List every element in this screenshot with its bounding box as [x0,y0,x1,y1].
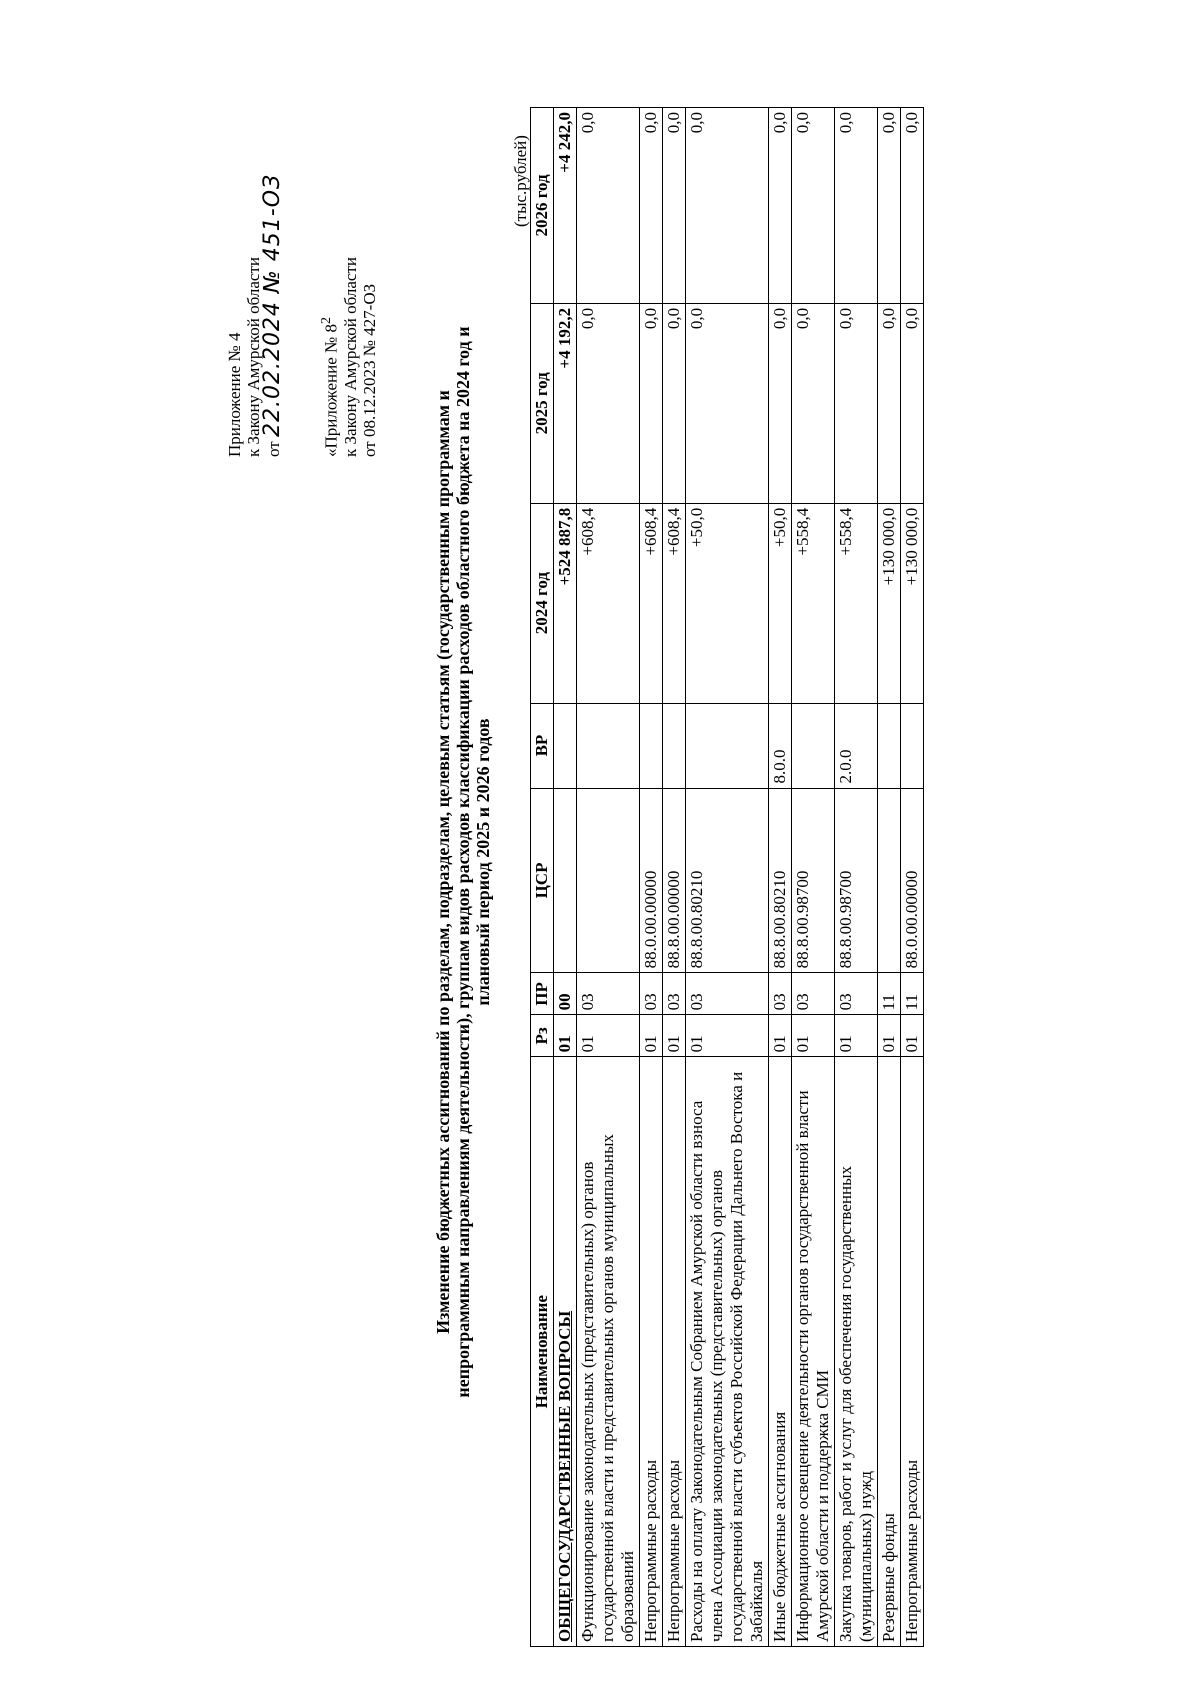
row-vr-cell [686,703,769,788]
header-vr: ВР [531,703,554,788]
amended-appendix-date: от 08.12.2023 № 427-ОЗ [359,283,379,457]
amended-appendix-law: к Закону Амурской области [340,257,360,457]
row-name-cell: Резервные фонды [878,1057,901,1647]
row-vr-cell [640,703,663,788]
row-name-cell: Информационное освещение деятельности органов государственной власти Амурской области и поддержка СМИ [792,1057,835,1647]
row-pr-cell: 11 [901,973,924,1015]
row-vr-cell: 8.0.0 [769,703,792,788]
header-2025: 2025 год [531,303,554,503]
row-vr-cell [901,703,924,788]
row-csr-cell: 88.8.00.98700 [792,788,835,973]
row-2026-cell: 0,0 [577,108,640,304]
header-name: Наименование [531,1057,554,1647]
row-2025-cell: 0,0 [835,303,878,503]
row-name-cell: Непрограммные расходы [640,1057,663,1647]
header-rz: Рз [531,1015,554,1057]
row-2025-cell: 0,0 [640,303,663,503]
table-row [577,108,640,1647]
document-title: Изменение бюджетных ассигнований по разделам, подразделам, целевым статьям (государственным программам и непрограммным направлениям деятельности), группам видов расходов классификации расходов областного бюджета на 2024 год и плановый период 2025 и 2026 годов [433,326,493,1398]
row-pr-cell: 03 [769,973,792,1015]
row-2025-cell: 0,0 [577,303,640,503]
row-rz-cell: 01 [577,1015,640,1057]
row-2026-cell: 0,0 [792,108,835,304]
row-vr-cell [878,703,901,788]
row-2026-cell: 0,0 [640,108,663,304]
row-2024-cell: +130 000,0 [901,503,924,703]
row-pr-cell: 03 [640,973,663,1015]
row-2024-cell: +130 000,0 [878,503,901,703]
row-rz-cell: 01 [878,1015,901,1057]
row-name-cell: Функционирование законодательных (представительных) органов государственной власти и представительных органов муниципальных образований [577,1057,640,1647]
table-row [686,108,769,1647]
row-2026-cell: 0,0 [835,108,878,304]
units-note: (тыс.рублей) [511,135,530,227]
rotated-content [35,37,1165,1667]
row-name-cell: Иные бюджетные ассигнования [769,1057,792,1647]
row-vr-cell [792,703,835,788]
row-csr-cell: 88.8.00.98700 [835,788,878,973]
row-pr-cell: 11 [878,973,901,1015]
row-name-cell: Непрограммные расходы [901,1057,924,1647]
appendix-number: Приложение № 4 [225,332,244,457]
row-rz-cell: 01 [640,1015,663,1057]
budget-table [530,107,924,1647]
row-2026-cell: +4 242,0 [554,108,577,304]
appendix-date: от 22.02.2024 № 451-ОЗ [260,173,285,457]
row-2025-cell: 0,0 [663,303,686,503]
table-body [554,108,924,1647]
row-csr-cell [554,788,577,973]
row-2024-cell: +50,0 [686,503,769,703]
table-row [554,108,577,1647]
table-row [769,108,792,1647]
header-pr: ПР [531,973,554,1015]
row-rz-cell: 01 [769,1015,792,1057]
row-2026-cell: 0,0 [663,108,686,304]
row-pr-cell: 03 [663,973,686,1015]
row-2025-cell: 0,0 [792,303,835,503]
row-2026-cell: 0,0 [901,108,924,304]
row-2025-cell: 0,0 [901,303,924,503]
header-2026: 2026 год [531,108,554,304]
row-csr-cell [577,788,640,973]
row-rz-cell: 01 [835,1015,878,1057]
amended-appendix-number: «Приложение № $8^2$ [318,316,341,457]
table-header [531,108,554,1647]
row-2025-cell: 0,0 [878,303,901,503]
row-2024-cell: +608,4 [663,503,686,703]
header-2024: 2024 год [531,503,554,703]
row-name-cell: Непрограммные расходы [663,1057,686,1647]
row-2024-cell: +608,4 [640,503,663,703]
row-name-cell: Расходы на оплату Законодательным Собранием Амурской области взноса члена Ассоциации законодательных (представительных) органов государственной власти субъектов Российской Федерации Дальнего Востока и Забайкалья [686,1057,769,1647]
appendix-amended-block [317,257,379,457]
row-vr-cell [663,703,686,788]
table-row [901,108,924,1647]
table-row [792,108,835,1647]
table-row [663,108,686,1647]
row-pr-cell: 03 [792,973,835,1015]
row-csr-cell: 88.8.00.80210 [769,788,792,973]
row-2024-cell: +558,4 [792,503,835,703]
row-rz-cell: 01 [901,1015,924,1057]
handwritten-date: 22.02.2024 № 451-ОЗ [260,173,285,438]
row-pr-cell: 03 [686,973,769,1015]
row-2025-cell: 0,0 [769,303,792,503]
row-2025-cell: +4 192,2 [554,303,577,503]
row-2025-cell: 0,0 [686,303,769,503]
row-name-cell: ОБЩЕГОСУДАРСТВЕННЫЕ ВОПРОСЫ [554,1057,577,1647]
row-csr-cell: 88.8.00.00000 [663,788,686,973]
row-rz-cell: 01 [663,1015,686,1057]
row-vr-cell [577,703,640,788]
row-csr-cell: 88.0.00.00000 [901,788,924,973]
row-csr-cell [878,788,901,973]
row-2024-cell: +608,4 [577,503,640,703]
row-pr-cell: 03 [577,973,640,1015]
row-pr-cell: 03 [835,973,878,1015]
row-csr-cell: 88.0.00.00000 [640,788,663,973]
row-2024-cell: +558,4 [835,503,878,703]
row-rz-cell: 01 [792,1015,835,1057]
row-2024-cell: +50,0 [769,503,792,703]
row-rz-cell: 01 [686,1015,769,1057]
row-2026-cell: 0,0 [878,108,901,304]
row-2024-cell: +524 887,8 [554,503,577,703]
header-csr: ЦСР [531,788,554,973]
row-vr-cell: 2.0.0 [835,703,878,788]
row-pr-cell: 00 [554,973,577,1015]
table-row [878,108,901,1647]
table-row [835,108,878,1647]
row-2026-cell: 0,0 [769,108,792,304]
row-name-cell: Закупка товаров, работ и услуг для обеспечения государственных (муниципальных) нужд [835,1057,878,1647]
row-csr-cell: 88.8.00.80210 [686,788,769,973]
row-rz-cell: 01 [554,1015,577,1057]
table-row [640,108,663,1647]
row-vr-cell [554,703,577,788]
appendix-law: к Закону Амурской области [244,257,263,457]
appendix-block [225,174,283,457]
row-2026-cell: 0,0 [686,108,769,304]
